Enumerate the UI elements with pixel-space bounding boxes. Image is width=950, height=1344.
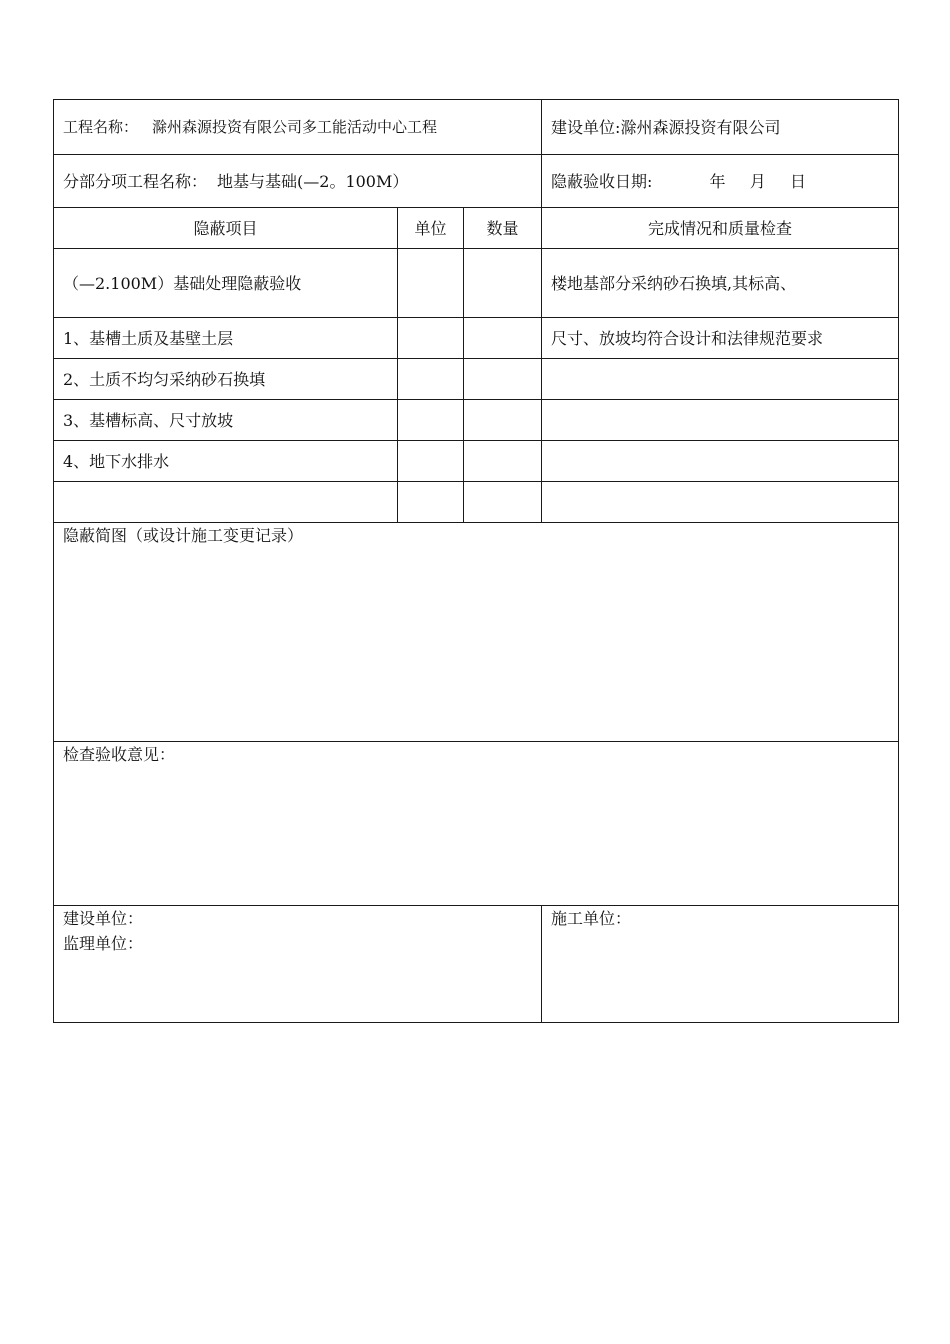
quantity-cell <box>464 400 542 441</box>
table-row <box>54 249 899 318</box>
unit-cell <box>398 400 464 441</box>
table-row <box>54 359 899 400</box>
opinion-row <box>54 742 899 906</box>
project-name-label: 工程名称： <box>63 117 139 136</box>
signature-row <box>54 906 899 1023</box>
opinion-cell <box>54 742 899 906</box>
status-cell <box>542 482 899 523</box>
subproject-label: 分部分项工程名称： <box>63 171 208 191</box>
subproject-cell <box>54 155 542 208</box>
unit-cell <box>398 359 464 400</box>
contractor-sign-cell <box>542 906 899 1023</box>
item-cell: （—2.100M）基础处理隐蔽验收 <box>54 249 398 318</box>
date-year: 年 <box>709 171 726 191</box>
table-row <box>54 441 899 482</box>
column-header-row <box>54 208 899 249</box>
sign-builder-label: 建设单位： <box>63 909 144 928</box>
quantity-cell <box>464 441 542 482</box>
table-row <box>54 400 899 441</box>
quantity-cell <box>464 482 542 523</box>
table-row <box>54 482 899 523</box>
inspection-date-label: 隐蔽验收日期: <box>551 171 653 191</box>
item-cell: 1、基槽土质及基壁土层 <box>54 318 398 359</box>
builder-value: 滁州森源投资有限公司 <box>620 117 781 137</box>
opinion-label: 检查验收意见： <box>63 745 176 764</box>
table-row <box>54 318 899 359</box>
builder-cell <box>542 100 899 155</box>
date-month: 月 <box>749 171 766 191</box>
unit-cell <box>398 482 464 523</box>
project-row <box>54 100 899 155</box>
subproject-row <box>54 155 899 208</box>
concealed-inspection-form <box>53 99 899 1023</box>
inspection-date-cell <box>542 155 899 208</box>
unit-cell <box>398 318 464 359</box>
project-name-cell <box>54 100 542 155</box>
sign-supervisor-label: 监理单位： <box>63 934 144 953</box>
item-cell: 2、土质不均匀采纳砂石换填 <box>54 359 398 400</box>
quantity-cell <box>464 318 542 359</box>
item-cell: 3、基槽标高、尺寸放坡 <box>54 400 398 441</box>
date-day: 日 <box>789 171 806 191</box>
status-cell <box>542 441 899 482</box>
item-cell <box>54 482 398 523</box>
status-cell <box>542 359 899 400</box>
status-cell <box>542 400 899 441</box>
subproject-value: 地基与基础(—2。100M） <box>217 171 409 191</box>
quantity-cell <box>464 249 542 318</box>
status-cell: 尺寸、放坡均符合设计和法律规范要求 <box>542 318 899 359</box>
sketch-label: 隐蔽简图（或设计施工变更记录） <box>63 526 304 545</box>
builder-supervisor-sign-cell <box>54 906 542 1023</box>
col-header-quantity: 数量 <box>464 208 542 249</box>
quantity-cell <box>464 359 542 400</box>
col-header-item: 隐蔽项目 <box>54 208 398 249</box>
unit-cell <box>398 441 464 482</box>
unit-cell <box>398 249 464 318</box>
sketch-row <box>54 523 899 742</box>
col-header-unit: 单位 <box>398 208 464 249</box>
builder-label: 建设单位: <box>551 117 621 137</box>
item-cell: 4、地下水排水 <box>54 441 398 482</box>
project-name-value: 滁州森源投资有限公司多工能活动中心工程 <box>152 117 438 136</box>
col-header-status: 完成情况和质量检查 <box>542 208 899 249</box>
status-cell: 楼地基部分采纳砂石换填,其标高、 <box>542 249 899 318</box>
sign-contractor-label: 施工单位： <box>551 909 632 928</box>
sketch-cell <box>54 523 899 742</box>
